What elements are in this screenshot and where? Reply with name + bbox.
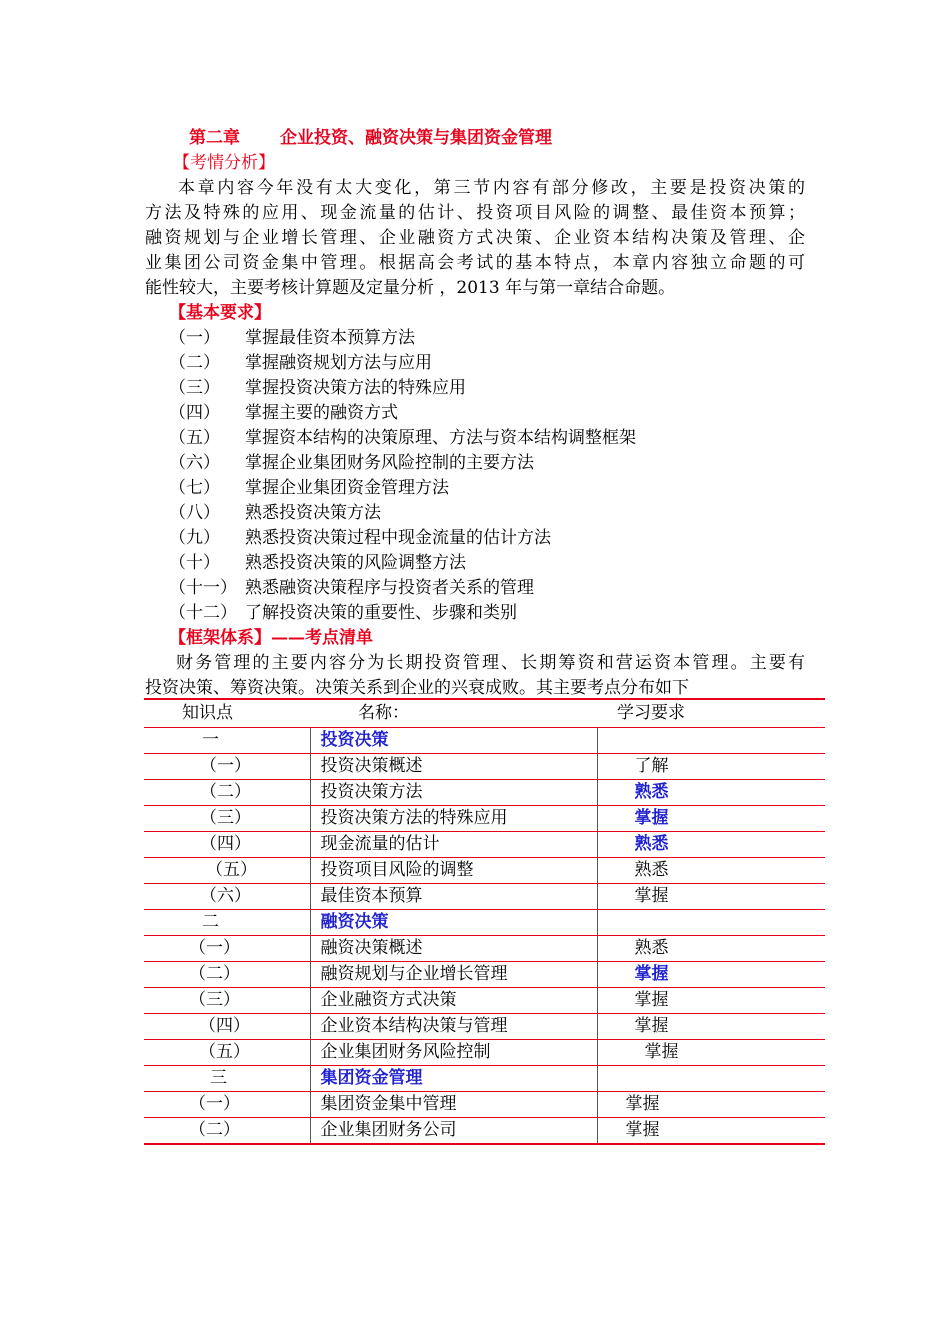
table-header-row: [144, 699, 825, 727]
exam-analysis-heading: 【考情分析】: [173, 153, 275, 173]
table-row: [144, 831, 825, 857]
cell-name: 投资决策方法: [310, 779, 597, 805]
cell-knowledge-point: （三）: [144, 805, 310, 831]
cell-knowledge-point: （四）: [144, 831, 310, 857]
cell-knowledge-point: （二）: [144, 1117, 310, 1144]
table-section-row: [144, 909, 825, 935]
table-row: [144, 779, 825, 805]
table-row: [144, 935, 825, 961]
chapter-title: [189, 126, 552, 151]
table-row: [144, 857, 825, 883]
list-item: （六） 掌握企业集团财务风险控制的主要方法: [169, 453, 534, 473]
table-row: [144, 1039, 825, 1065]
cell-requirement: 掌握: [597, 805, 825, 831]
cell-name: 企业融资方式决策: [310, 987, 597, 1013]
cell-requirement: 掌握: [597, 987, 825, 1013]
cell-name: 企业资本结构决策与管理: [310, 1013, 597, 1039]
list-item: （十二） 了解投资决策的重要性、步骤和类别: [169, 603, 517, 623]
chapter-number: 第二章: [189, 128, 240, 148]
cell-name: 融资决策: [310, 909, 597, 935]
cell-knowledge-point: （二）: [144, 961, 310, 987]
cell-knowledge-point: （三）: [144, 987, 310, 1013]
cell-requirement: 掌握: [597, 1091, 825, 1117]
framework-intro-line: 财务管理的主要内容分为长期投资管理、长期筹资和营运资本管理。主要有: [176, 653, 805, 673]
knowledge-point-table: [144, 698, 825, 1145]
cell-requirement: 掌握: [597, 883, 825, 909]
table-row: [144, 753, 825, 779]
cell-name: 投资决策概述: [310, 753, 597, 779]
paragraph-line: 能性较大，主要考核计算题及定量分析 ，2013 年与第一章结合命题。: [145, 278, 676, 298]
table-row: [144, 961, 825, 987]
paragraph-line: 业集团公司资金集中管理。根据高会考试的基本特点，本章内容独立命题的可: [145, 253, 805, 273]
list-item: （三） 掌握投资决策方法的特殊应用: [169, 378, 466, 398]
cell-requirement: 掌握: [597, 1117, 825, 1144]
cell-name: 集团资金管理: [310, 1065, 597, 1091]
cell-knowledge-point: 三: [144, 1065, 310, 1091]
cell-name: 现金流量的估计: [310, 831, 597, 857]
paragraph-line: 方法及特殊的应用、现金流量的估计、投资项目风险的调整、最佳资本预算；: [145, 203, 805, 223]
cell-knowledge-point: （一）: [144, 1091, 310, 1117]
header-requirement: 学习要求: [597, 699, 825, 727]
framework-heading: 【框架体系】——考点清单: [169, 628, 373, 648]
table-row: [144, 805, 825, 831]
paragraph-line: 本章内容今年没有太大变化，第三节内容有部分修改，主要是投资决策的: [178, 178, 805, 198]
cell-requirement: 熟悉: [597, 831, 825, 857]
cell-requirement: 熟悉: [597, 779, 825, 805]
cell-name: 融资规划与企业增长管理: [310, 961, 597, 987]
paragraph-line: 融资规划与企业增长管理、企业融资方式决策、企业资本结构决策及管理、企: [145, 228, 805, 248]
cell-name: 集团资金集中管理: [310, 1091, 597, 1117]
cell-knowledge-point: （五）: [144, 857, 310, 883]
list-item: （四） 掌握主要的融资方式: [169, 403, 398, 423]
list-item: （十） 熟悉投资决策的风险调整方法: [169, 553, 466, 573]
cell-name: 企业集团财务风险控制: [310, 1039, 597, 1065]
list-item: （二） 掌握融资规划方法与应用: [169, 353, 432, 373]
header-name: 名称：: [310, 699, 597, 727]
cell-knowledge-point: （五）: [144, 1039, 310, 1065]
cell-name: 企业集团财务公司: [310, 1117, 597, 1144]
list-item: （九） 熟悉投资决策过程中现金流量的估计方法: [169, 528, 551, 548]
cell-requirement: 了解: [597, 753, 825, 779]
list-item: （十一） 熟悉融资决策程序与投资者关系的管理: [169, 578, 534, 598]
cell-requirement: [597, 909, 825, 935]
cell-knowledge-point: 二: [144, 909, 310, 935]
table-section-row: [144, 1065, 825, 1091]
framework-intro-line: 投资决策、筹资决策。决策关系到企业的兴衰成败。其主要考点分布如下: [145, 678, 689, 698]
cell-name: 投资决策: [310, 727, 597, 753]
list-item: （八） 熟悉投资决策方法: [169, 503, 381, 523]
cell-name: 投资决策方法的特殊应用: [310, 805, 597, 831]
cell-requirement: 熟悉: [597, 857, 825, 883]
basic-requirements-heading: 【基本要求】: [169, 303, 271, 323]
chapter-name: 企业投资、融资决策与集团资金管理: [280, 128, 552, 148]
cell-name: 最佳资本预算: [310, 883, 597, 909]
cell-knowledge-point: （二）: [144, 779, 310, 805]
table-row: [144, 1117, 825, 1144]
cell-requirement: 熟悉: [597, 935, 825, 961]
header-knowledge-point: 知识点: [144, 699, 310, 727]
table-section-row: [144, 727, 825, 753]
table-row: [144, 987, 825, 1013]
cell-name: 融资决策概述: [310, 935, 597, 961]
cell-requirement: [597, 727, 825, 753]
cell-knowledge-point: （四）: [144, 1013, 310, 1039]
list-item: （五） 掌握资本结构的决策原理、方法与资本结构调整框架: [169, 428, 636, 448]
table-row: [144, 1091, 825, 1117]
cell-knowledge-point: 一: [144, 727, 310, 753]
cell-knowledge-point: （六）: [144, 883, 310, 909]
list-item: （七） 掌握企业集团资金管理方法: [169, 478, 449, 498]
cell-requirement: 掌握: [597, 1013, 825, 1039]
cell-requirement: [597, 1065, 825, 1091]
cell-name: 投资项目风险的调整: [310, 857, 597, 883]
list-item: （一） 掌握最佳资本预算方法: [169, 328, 415, 348]
cell-knowledge-point: （一）: [144, 935, 310, 961]
cell-requirement: 掌握: [597, 1039, 825, 1065]
cell-knowledge-point: （一）: [144, 753, 310, 779]
cell-requirement: 掌握: [597, 961, 825, 987]
table-row: [144, 883, 825, 909]
table-row: [144, 1013, 825, 1039]
